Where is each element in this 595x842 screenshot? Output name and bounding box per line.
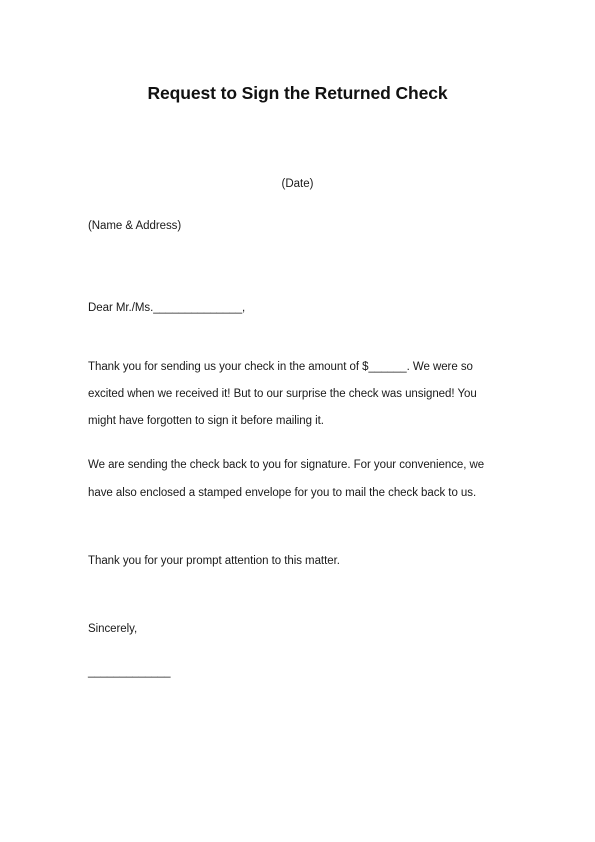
signature-line: _____________ bbox=[88, 666, 171, 678]
paragraph-1-line: Thank you for sending us your check in the amount of $______. We were so bbox=[88, 361, 473, 373]
closing: Sincerely, bbox=[88, 623, 138, 635]
date-placeholder: (Date) bbox=[281, 178, 314, 190]
recipient-placeholder: (Name & Address) bbox=[88, 220, 182, 232]
paragraph-1-line: excited when we received it! But to our surprise the check was unsigned! You bbox=[88, 388, 477, 400]
document-title: Request to Sign the Returned Check bbox=[147, 83, 448, 103]
paragraph-2-line: We are sending the check back to you for signature. For your convenience, we bbox=[88, 459, 485, 471]
paragraph-2-line: have also enclosed a stamped envelope for you to mail the check back to us. bbox=[88, 487, 477, 499]
paragraph-1-line: might have forgotten to sign it before mailing it. bbox=[88, 415, 324, 427]
paragraph-3: Thank you for your prompt attention to this matter. bbox=[88, 555, 340, 567]
salutation: Dear Mr./Ms.______________, bbox=[88, 302, 246, 314]
